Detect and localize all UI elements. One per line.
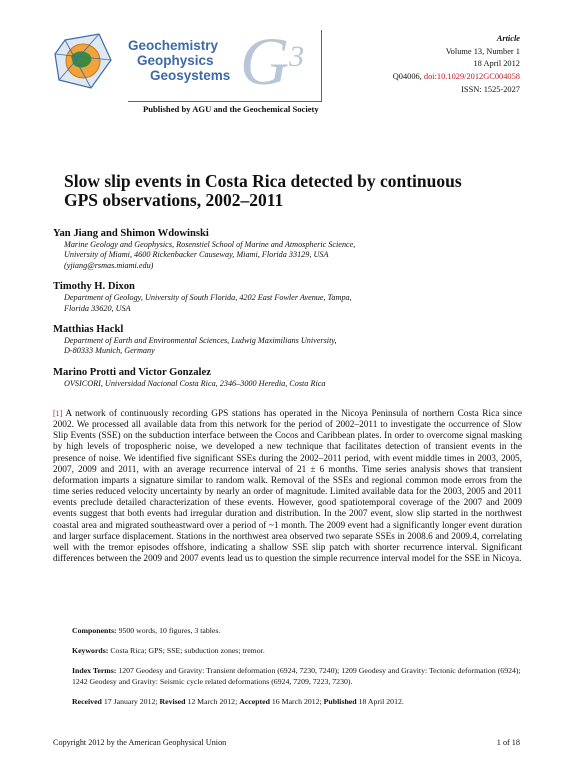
title-line-1: Slow slip events in Costa Rica detected by continuous [64, 171, 462, 191]
author-group [53, 227, 523, 271]
journal-name [128, 38, 230, 83]
abstract-text: A network of continuously recording GPS stations has operated in the Nicoya Peninsula of northern Costa Rica since 2002. We processed all available data from this network for the period of 2002–2011 to investigate the occurrence of Slow Slip Events (SSE) on the subduction interface between the Cocos and Caribbean plates. In order to overcome signal masking by high levels of tropospheric noise, we developed a new technique that facilitates detection of transient events in the presence of noise. We identified five significant SSEs during the 2002–2011 period, with event middle times in 2003, 2005, 2007, 2009 and 2011, with an average recurrence interval of 21 ± 6 months. Time series analysis shows that transient deformation imparts a signature similar to random walk. Removal of the SSEs and regional common mode errors from the time series reduced velocity uncertainty by nearly an order of magnitude. Limited available data for the 2003, 2005 and 2011 events preclude detailed characterization of these events. However, good spatiotemporal coverage of the 2007 and 2009 events suggest that both events had irregular duration and distribution. In the 2007 event, slow slip started in the northwest coastal area and migrated southeastward over a period of ~1 month. The 2009 event had a significantly longer event duration and larger surface displacement. Stations in the northwest area observed two separate SSEs in 2008.6 and 2009.4, correlating well with the tremor episodes offshore, indicating a shallow SSE slip patch with shorter recurrence interval. Significant differences between the 2009 and 2007 events lead us to question the simple recurrence interval model for the SSE in Nicoya. [53, 409, 523, 565]
received-date: 17 January 2012; [103, 697, 158, 706]
components-value: 9500 words, 10 figures, 3 tables. [118, 626, 221, 635]
journal-name-line3: Geosystems [150, 68, 231, 83]
keywords-line [72, 646, 522, 657]
author-list [53, 227, 523, 398]
article-title [64, 172, 524, 210]
author-name: Yan Jiang and Shimon Wdowinski [53, 228, 209, 239]
header-rule-vertical [321, 30, 322, 102]
affiliation-line: Marine Geology and Geophysics, Rosenstiel School of Marine and Atmospheric Science, [64, 240, 356, 249]
author-name: Timothy H. Dixon [53, 281, 135, 293]
article-id-line [393, 71, 520, 84]
affiliation-email: (yjiang@rsmas.miami.edu) [64, 260, 154, 270]
accepted-label: Accepted [239, 697, 270, 706]
components-line [72, 626, 522, 637]
index-terms [72, 666, 522, 687]
title-line-2: GPS observations, 2002–2011 [64, 190, 284, 210]
index-terms-value: 1207 Geodesy and Gravity: Transient deformation (6924, 7230, 7240); 1209 Geodesy and Gravity: Tectonic deformation (6924); 1242 Geodesy and Gravity: Seismic cycle related deformations (6924, 7209, 7223, 7230). [72, 666, 521, 686]
revised-label: Revised [159, 697, 186, 706]
index-terms-label: Index Terms: [72, 666, 117, 675]
article-meta [393, 33, 520, 97]
journal-name-line1: Geochemistry [128, 38, 219, 53]
volume: Volume 13, Number 1 [445, 46, 520, 56]
components-label: Components: [72, 626, 117, 635]
g3-letter: G [240, 23, 290, 99]
published-label: Published [323, 697, 357, 706]
affiliation-line: OVSICORI, Universidad Nacional Costa Rica, 2346–3000 Heredia, Costa Rica [64, 378, 326, 388]
article-id: Q04006, [392, 72, 422, 82]
published-date: 18 April 2012. [358, 697, 404, 706]
abstract [53, 408, 522, 565]
g3-superscript: 3 [289, 40, 305, 73]
keywords-label: Keywords: [72, 646, 109, 655]
author-name: Matthias Hackl [53, 324, 124, 336]
history-dates [72, 697, 522, 708]
affiliation-line: Department of Geology, University of South Florida, 4202 East Fowler Avenue, Tampa, [64, 293, 352, 303]
paragraph-marker[interactable]: [1] [53, 409, 63, 418]
page-number: 1 of 18 [496, 738, 520, 747]
author-group [53, 323, 523, 357]
keywords-value: Costa Rica; GPS; SSE; subduction zones; tremor. [110, 646, 265, 655]
received-label: Received [72, 697, 102, 706]
author-group [53, 280, 523, 314]
journal-globe-logo [51, 30, 117, 92]
affiliation-line: D-80333 Munich, Germany [64, 346, 155, 356]
author-group [53, 366, 523, 389]
copyright: Copyright 2012 by the American Geophysical Union [53, 738, 227, 747]
issn: ISSN: 1525-2027 [461, 84, 520, 94]
article-type: Article [496, 34, 520, 43]
affiliation-line: University of Miami, 4600 Rickenbacker Causeway, Miami, Florida 33129, USA [64, 250, 329, 260]
revised-date: 12 March 2012; [187, 697, 238, 706]
header-rule [128, 101, 322, 102]
affiliation-line: Florida 33620, USA [64, 303, 131, 313]
publisher-line: Published by AGU and the Geochemical Society [143, 104, 319, 114]
journal-name-line2: Geophysics [137, 53, 214, 68]
publication-date: 18 April 2012 [473, 59, 520, 69]
doi-link[interactable]: doi:10.1029/2012GC004058 [423, 72, 520, 82]
journal-g3-mark [240, 23, 305, 99]
affiliation-line: Department of Earth and Environmental Sciences, Ludwig Maximilians University, [64, 336, 337, 346]
author-name: Marino Protti and Victor Gonzalez [53, 366, 211, 378]
accepted-date: 16 March 2012; [271, 697, 322, 706]
